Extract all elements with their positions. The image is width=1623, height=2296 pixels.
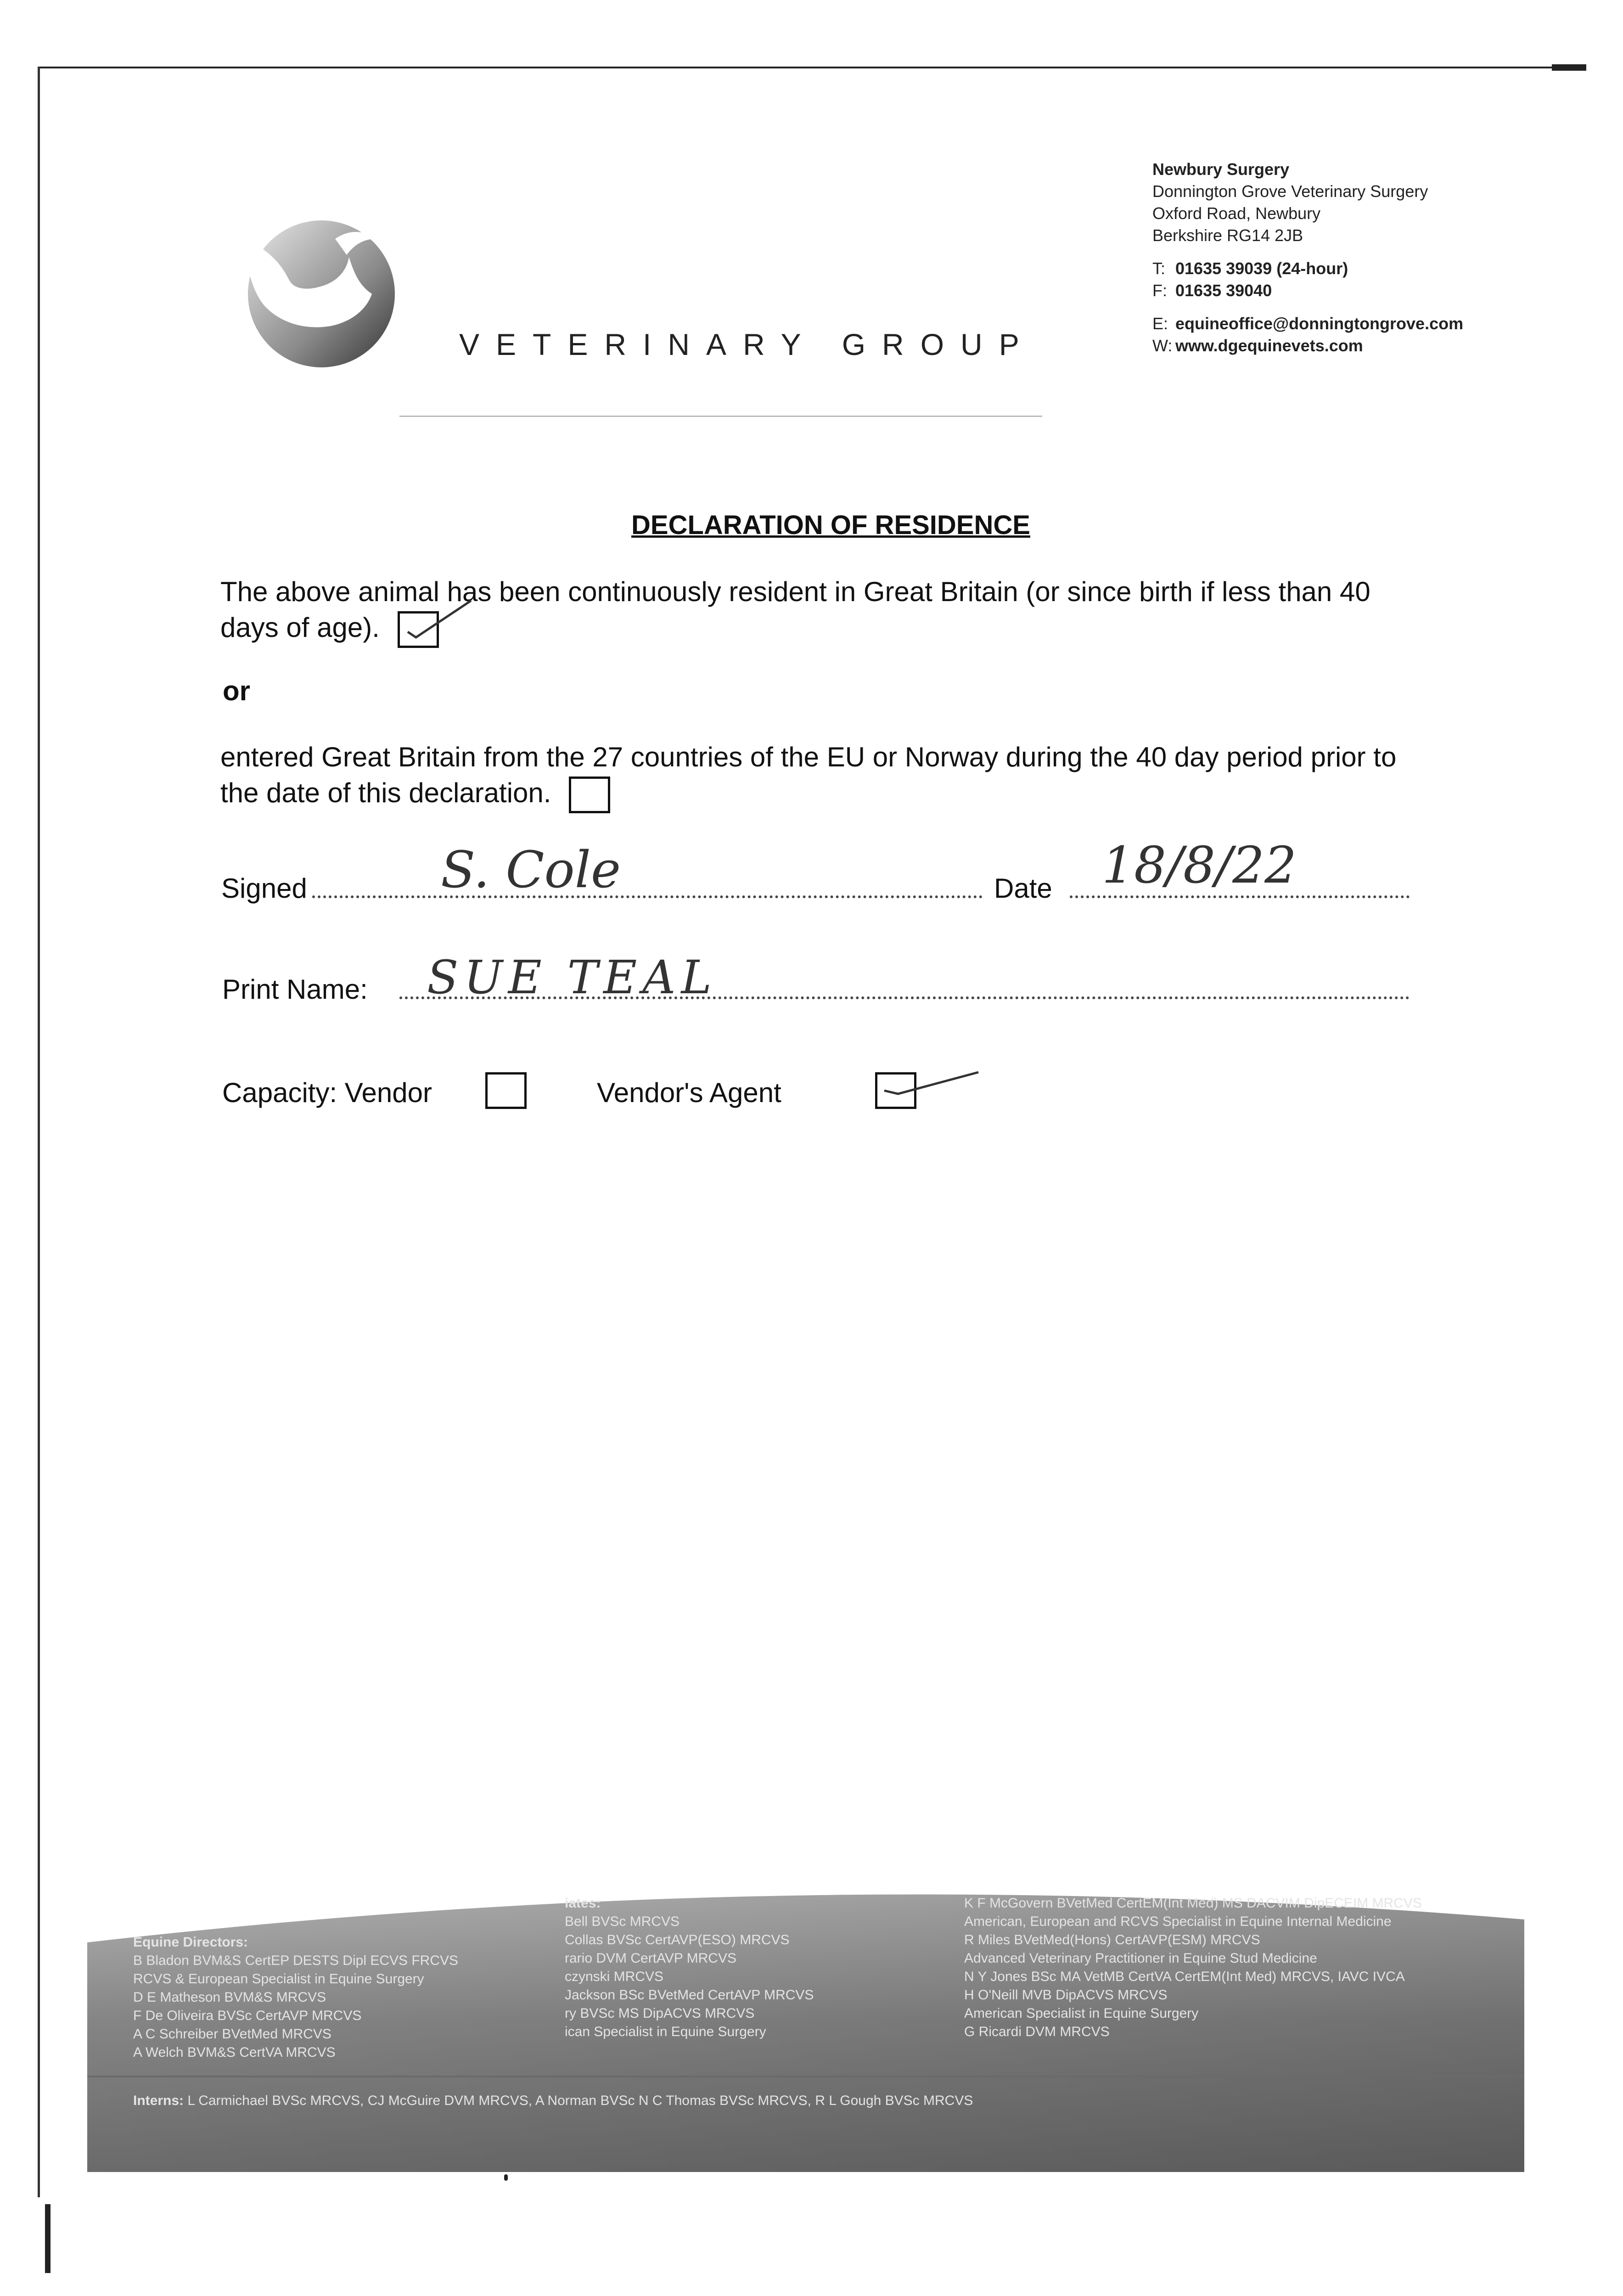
footer-line: American, European and RCVS Specialist in Equine Internal Medicine [964, 1914, 1392, 1929]
interns-label: Interns: [133, 2093, 184, 2108]
footer-directors [133, 1933, 458, 2062]
address-line: Oxford Road, Newbury [1152, 204, 1321, 223]
vendors-agent-checkbox[interactable] [875, 1072, 916, 1109]
footer-line: A C Schreiber BVetMed MRCVS [133, 2026, 331, 2042]
footer-line: F De Oliveira BVSc CertAVP MRCVS [133, 2008, 362, 2023]
footer-line: American Specialist in Equine Surgery [964, 2006, 1199, 2021]
footer-specialists [964, 1894, 1422, 2041]
logo-wordmark: VETERINARY GROUP [459, 327, 1036, 361]
print-name-label: Print Name: [222, 974, 368, 1005]
address-line: Donnington Grove Veterinary Surgery [1152, 182, 1428, 201]
footer-line: rario DVM CertAVP MRCVS [565, 1951, 736, 1966]
footer-line: K F McGovern BVetMed CertEM(Int Med) MS DACVIM DipECEIM MRCVS [964, 1896, 1422, 1911]
footer-associates [565, 1894, 814, 2041]
footer-line: R Miles BVetMed(Hons) CertAVP(ESM) MRCVS [964, 1932, 1260, 1947]
footer-line: G Ricardi DVM MRCVS [964, 2024, 1110, 2039]
footer-line: czynski MRCVS [565, 1969, 664, 1984]
footer-line: Collas BVSc CertAVP(ESO) MRCVS [565, 1932, 790, 1947]
option-entered-text: entered Great Britain from the 27 countries of the EU or Norway during the 40 day period prior to the date of this declaration. [220, 742, 1397, 808]
check-mark-icon [402, 600, 480, 641]
header-divider [399, 416, 1042, 417]
date-label: Date [994, 873, 1052, 904]
capacity-vendor-label: Capacity: Vendor [222, 1077, 432, 1108]
vendor-checkbox[interactable] [485, 1072, 527, 1109]
address-block [1152, 158, 1463, 357]
footer-line: B Bladon BVM&S CertEP DESTS Dipl ECVS FRCVS [133, 1953, 459, 1968]
or-separator: or [223, 675, 250, 706]
option-resident-checkbox[interactable] [398, 611, 439, 648]
signature-field[interactable] [312, 868, 983, 898]
web-row: W: www.dgequinevets.com [1152, 336, 1363, 355]
date-value: 18/8/22 [1102, 836, 1297, 895]
scan-mark [1552, 64, 1586, 71]
scan-border-left [38, 67, 40, 2197]
interns-list: L Carmichael BVSc MRCVS, CJ McGuire DVM MRCVS, A Norman BVSc N C Thomas BVSc MRCVS, R L Gough BVSc MRCVS [187, 2093, 973, 2108]
check-mark-icon [880, 1070, 985, 1107]
footer-heading: Equine Directors: [133, 1935, 248, 1950]
scan-mark [45, 2204, 51, 2273]
footer-interns [133, 2092, 973, 2110]
email-row: E: equineoffice@donningtongrove.com [1152, 314, 1464, 333]
option-entered-checkbox[interactable] [569, 777, 610, 813]
fax-number: 01635 39040 [1175, 281, 1272, 300]
option-resident-text: The above animal has been continuously resident in Great Britain (or since birth if less than 40 days of age). [220, 576, 1370, 643]
phone-row: T: 01635 39039 (24-hour) [1152, 259, 1348, 278]
vendors-agent-label: Vendor's Agent [597, 1077, 781, 1108]
phone-number: 01635 39039 (24-hour) [1175, 259, 1348, 278]
surgery-name: Newbury Surgery [1152, 160, 1290, 179]
footer-line: D E Matheson BVM&S MRCVS [133, 1990, 326, 2005]
footer-line: A Welch BVM&S CertVA MRCVS [133, 2045, 336, 2060]
footer-line: ry BVSc MS DipACVS MRCVS [565, 2006, 755, 2021]
form-title: DECLARATION OF RESIDENCE [631, 510, 1030, 540]
footer-line: Bell BVSc MRCVS [565, 1914, 680, 1929]
footer-line: Advanced Veterinary Practitioner in Equine Stud Medicine [964, 1951, 1317, 1966]
footer-line: N Y Jones BSc MA VetMB CertVA CertEM(Int Med) MRCVS, IAVC IVCA [964, 1969, 1405, 1984]
scan-border-top [39, 67, 1554, 68]
footer-line: RCVS & European Specialist in Equine Surgery [133, 1971, 424, 1986]
website-link[interactable]: www.dgequinevets.com [1175, 336, 1363, 355]
footer-line: Jackson BSc BVetMed CertAVP MRCVS [565, 1987, 814, 2003]
horse-head-logo [239, 211, 399, 372]
footer-heading: iates: [565, 1896, 601, 1911]
scan-speck [504, 2174, 508, 2181]
email-address[interactable]: equineoffice@donningtongrove.com [1175, 314, 1464, 333]
footer-line: H O'Neill MVB DipACVS MRCVS [964, 1987, 1168, 2003]
signed-label: Signed [221, 873, 307, 904]
signature-value: S. Cole [441, 840, 621, 899]
print-name-value: SUE TEAL [427, 951, 717, 1004]
address-line: Berkshire RG14 2JB [1152, 226, 1303, 245]
fax-row: F: 01635 39040 [1152, 281, 1272, 300]
footer-line: ican Specialist in Equine Surgery [565, 2024, 766, 2039]
option-resident [220, 574, 1423, 648]
option-entered [220, 739, 1423, 813]
